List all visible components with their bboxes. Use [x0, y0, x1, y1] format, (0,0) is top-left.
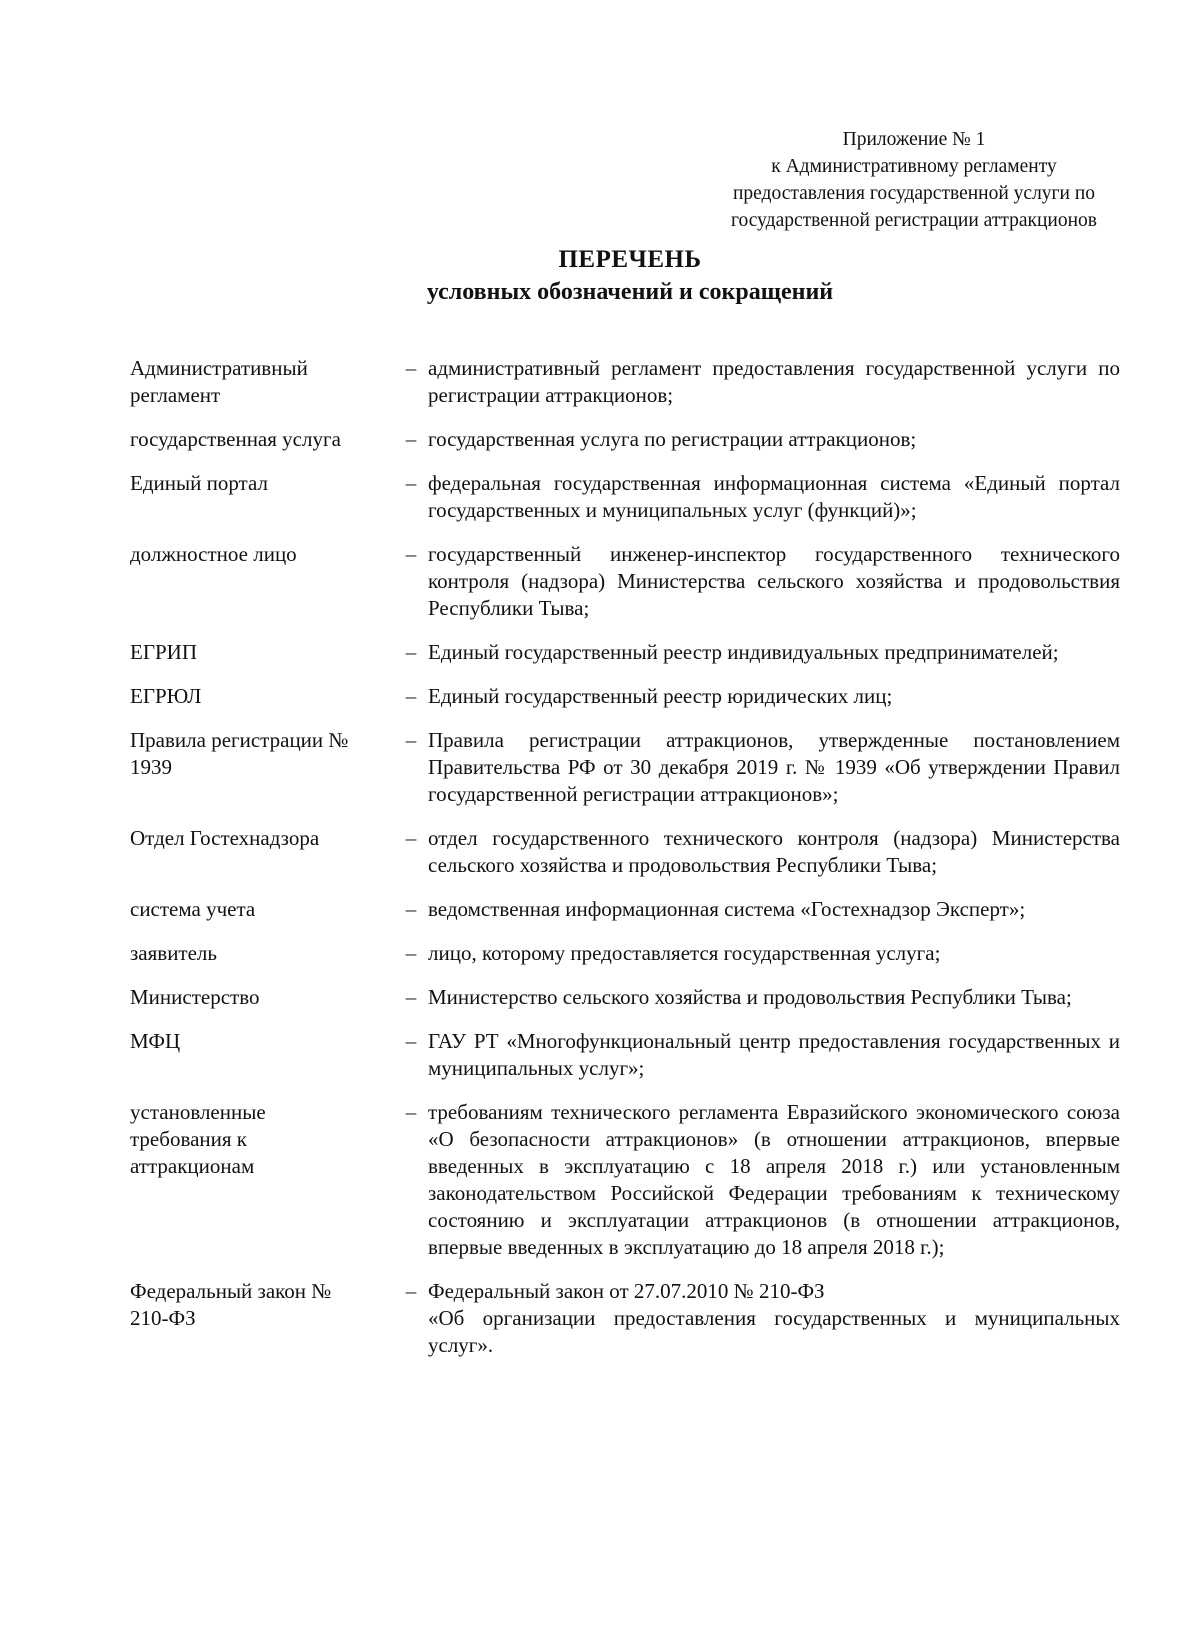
term-name: заявитель [130, 941, 217, 965]
term-definition: государственная услуга по регистрации аттракционов; [428, 427, 917, 451]
dash-separator: – [405, 542, 417, 566]
term-row [130, 639, 1120, 666]
term-definition: Министерство сельского хозяйства и продовольствия Республики Тыва; [428, 985, 1072, 1009]
document-title: ПЕРЕЧЕНЬ [558, 246, 702, 273]
term-row [130, 1028, 1120, 1082]
dash-separator: – [405, 1100, 417, 1124]
dash-separator: – [405, 1029, 417, 1053]
dash-separator: – [405, 728, 417, 752]
dash-separator: – [405, 826, 417, 850]
term-definition: федеральная государственная информационная система «Единый портал государственных и муниципальных услуг (функций)»; [428, 471, 1120, 522]
term-row [130, 683, 1120, 710]
dash-separator: – [405, 684, 417, 708]
term-definition: Правила регистрации аттракционов, утвержденные постановлением Правительства РФ от 30 декабря 2019 г. № 1939 «Об утверждении Правил государственной регистрации аттракционов»; [428, 728, 1120, 806]
term-name: Министерство [130, 985, 260, 1009]
term-name: система учета [130, 897, 256, 921]
term-row [130, 355, 1120, 409]
term-name: Правила регистрации № 1939 [130, 728, 349, 779]
appendix-line-4: государственной регистрации аттракционов [730, 210, 1097, 231]
term-definition [428, 1278, 1120, 1359]
dash-separator: – [405, 640, 417, 664]
appendix-line-3: предоставления государственной услуги по [732, 183, 1096, 204]
term-row [130, 825, 1120, 879]
term-name: ЕГРЮЛ [130, 684, 202, 708]
term-name: Федеральный закон № 210-ФЗ [130, 1279, 332, 1330]
appendix-line-2: к Административному регламенту [771, 156, 1057, 177]
term-definition: ведомственная информационная система «Гостехнадзор Эксперт»; [428, 897, 1026, 921]
term-name: Отдел Гостехнадзора [130, 826, 320, 850]
definition-line: Федеральный закон от 27.07.2010 № 210-ФЗ [428, 1279, 825, 1303]
term-definition: ГАУ РТ «Многофункциональный центр предоставления государственных и муниципальных услуг»; [428, 1029, 1120, 1080]
dash-separator: – [405, 985, 417, 1009]
dash-separator: – [405, 1279, 417, 1303]
term-definition: лицо, которому предоставляется государственная услуга; [428, 941, 941, 965]
term-name: ЕГРИП [130, 640, 197, 664]
terms-list [130, 355, 1120, 1359]
term-name: МФЦ [130, 1029, 181, 1053]
term-name: государственная услуга [130, 427, 341, 451]
term-definition: административный регламент предоставления государственной услуги по регистрации аттракционов; [428, 356, 1120, 407]
term-name: должностное лицо [130, 542, 297, 566]
term-row [130, 1099, 1120, 1261]
dash-separator: – [405, 427, 417, 451]
term-name: Административный регламент [130, 356, 308, 407]
document-subtitle: условных обозначений и сокращений [426, 279, 834, 305]
term-definition: отдел государственного технического контроля (надзора) Министерства сельского хозяйства и продовольствия Республики Тыва; [428, 826, 1120, 877]
term-row [130, 984, 1120, 1011]
term-name: установленные требования к аттракционам [130, 1100, 266, 1178]
term-row [130, 1278, 1120, 1359]
dash-separator: – [405, 941, 417, 965]
term-row [130, 896, 1120, 923]
term-row [130, 470, 1120, 524]
appendix-line-1: Приложение № 1 [842, 129, 986, 150]
document-heading [0, 244, 1200, 308]
appendix-note [712, 126, 1116, 234]
term-name: Единый портал [130, 471, 268, 495]
term-row [130, 940, 1120, 967]
term-row [130, 426, 1120, 453]
definition-line: «Об организации предоставления государственных и муниципальных услуг». [428, 1306, 1120, 1357]
dash-separator: – [405, 471, 417, 495]
dash-separator: – [405, 897, 417, 921]
term-definition: требованиям технического регламента Евразийского экономического союза «О безопасности аттракционов» (в отношении аттракционов, впервые введенных в эксплуатацию с 18 апреля 2018 г.) или установленным законодательством Российской Федерации требованиям к техническому состоянию и эксплуатации аттракционов (в отношении аттракционов, впервые введенных в эксплуатацию до 18 апреля 2018 г.); [428, 1100, 1120, 1259]
dash-separator: – [405, 356, 417, 380]
term-definition: Единый государственный реестр индивидуальных предпринимателей; [428, 640, 1059, 664]
term-row [130, 541, 1120, 622]
term-definition: государственный инженер-инспектор государственного технического контроля (надзора) Министерства сельского хозяйства и продовольствия Республики Тыва; [428, 542, 1120, 620]
term-definition: Единый государственный реестр юридических лиц; [428, 684, 893, 708]
term-row [130, 727, 1120, 808]
